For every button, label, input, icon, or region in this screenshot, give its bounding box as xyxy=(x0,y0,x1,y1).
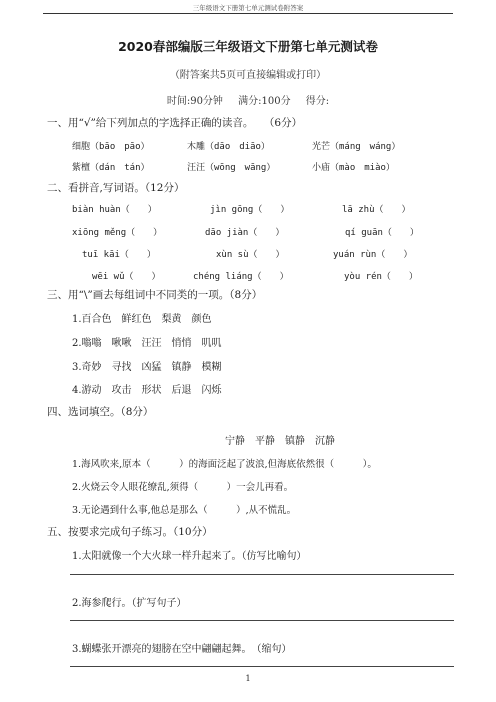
pinyin-item: chéng liáng（ ） xyxy=(193,272,289,282)
word: 攻击 xyxy=(111,385,132,396)
header-rule xyxy=(43,13,453,14)
pinyin-item: xùn sù（ ） xyxy=(216,250,285,260)
word: 后退 xyxy=(171,385,192,396)
word-bank-item: 沉静 xyxy=(315,436,335,447)
sentence-task-2: 2.海参爬行。（扩写句子） xyxy=(72,598,187,609)
pinyin-item: biàn huàn（ ） xyxy=(72,205,157,215)
word: 模糊 xyxy=(201,362,222,373)
pinyin-item: dāo jiàn（ ） xyxy=(205,228,285,238)
sec1-item: 光芒（máng wáng） xyxy=(312,142,401,152)
word: 镇静 xyxy=(171,362,192,373)
page-number: 1 xyxy=(245,674,251,683)
word: 啾啾 xyxy=(111,338,132,349)
fill-blank-2: 2.火烧云令人眼花缭乱,须得（ ）一会儿再看。 xyxy=(72,482,294,493)
word: 叽叽 xyxy=(201,338,222,349)
word: 颜色 xyxy=(191,314,212,325)
word-group-4 xyxy=(72,381,232,396)
document-title: 2020春部编版三年级语文下册第七单元测试卷 xyxy=(118,39,378,54)
pinyin-item: yòu rén（ ） xyxy=(344,272,418,282)
word: 1.百合色 xyxy=(72,314,112,325)
word-bank xyxy=(225,432,345,447)
document-subtitle: （附答案共5页可直接编辑或打印） xyxy=(169,70,327,81)
sec1-item: 木雕（dāo diāo） xyxy=(187,142,270,152)
word-group-1 xyxy=(72,310,222,325)
word-bank-item: 平静 xyxy=(255,436,275,447)
word: 闪烁 xyxy=(201,385,222,396)
pinyin-item: qí guān（ ） xyxy=(345,228,419,238)
word-bank-item: 宁静 xyxy=(225,436,245,447)
fill-blank-3: 3.无论遇到什么事,他总是那么（ ）,从不慌乱。 xyxy=(72,505,297,516)
exam-full-score: 满分:100分 xyxy=(238,96,291,107)
word: 凶猛 xyxy=(141,362,162,373)
answer-line-3[interactable] xyxy=(70,666,454,667)
exam-score-received: 得分: xyxy=(305,96,330,107)
section-3-heading: 三、用“\”画去每组词中不同类的一项。（8分） xyxy=(47,289,263,301)
sentence-task-1: 1.太阳就像一个大火球一样升起来了。（仿写比喻句） xyxy=(72,551,307,562)
answer-line-2[interactable] xyxy=(70,620,454,621)
answer-line-1[interactable] xyxy=(70,574,454,575)
sec1-item: 汪汪（wōng wāng） xyxy=(187,163,276,173)
section-2-heading: 二、看拼音,写词语。（12分） xyxy=(47,182,185,194)
sentence-task-3: 3.蝴蝶张开漂亮的翅膀在空中翩翩起舞。 （缩句） xyxy=(72,644,292,655)
section-1-heading: 一、用“√”给下列加点的字选择正确的读音。 （6分） xyxy=(47,117,303,129)
word: 2.嗡嗡 xyxy=(72,338,102,349)
word: 4.游动 xyxy=(72,385,102,396)
fill-blank-1: 1.海风吹来,原本（ ）的海面泛起了波浪,但海底依然很（ ）。 xyxy=(72,459,377,470)
pinyin-item: tuī kāi（ ） xyxy=(82,250,156,260)
exam-time: 时间:90分钟 xyxy=(166,96,223,107)
pinyin-item: jìn gōng（ ） xyxy=(210,205,290,215)
section-4-heading: 四、选词填空。（8分） xyxy=(47,406,154,418)
word: 汪汪 xyxy=(141,338,162,349)
section-5-heading: 五、按要求完成句子练习。（10分） xyxy=(47,526,213,538)
word-bank-item: 镇静 xyxy=(285,436,305,447)
running-header: 三年级语文下册第七单元测试卷附答案 xyxy=(192,4,304,12)
pinyin-item: lā zhù（ ） xyxy=(342,205,411,215)
exam-info xyxy=(0,92,496,107)
word: 形状 xyxy=(141,385,162,396)
sec1-item: 小庙（mào miào） xyxy=(312,163,395,173)
pinyin-item: wēi wǔ（ ） xyxy=(92,272,161,282)
sec1-item: 细胞（bāo pāo） xyxy=(72,142,150,152)
word: 梨黄 xyxy=(161,314,182,325)
word: 鲜红色 xyxy=(121,314,152,325)
pinyin-item: yuán rùn（ ） xyxy=(333,250,413,260)
word-group-3 xyxy=(72,358,232,373)
sec1-item: 紫檀（dán tán） xyxy=(72,163,150,173)
pinyin-item: xiōng měng（ ） xyxy=(72,228,163,238)
word: 寻找 xyxy=(111,362,132,373)
word: 悄悄 xyxy=(171,338,192,349)
word: 3.奇妙 xyxy=(72,362,102,373)
word-group-2 xyxy=(72,334,232,349)
